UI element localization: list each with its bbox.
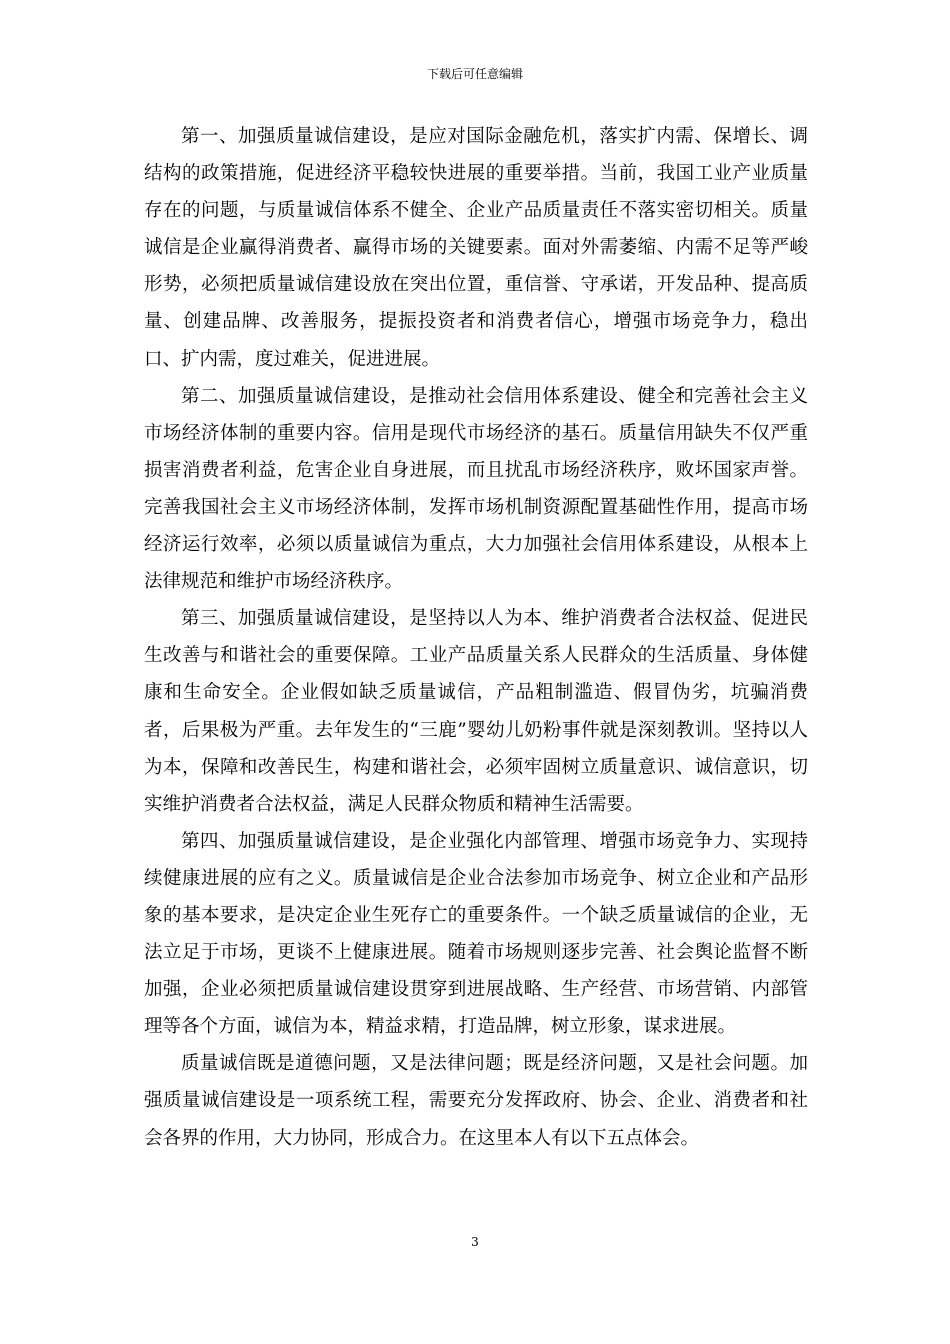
page-number: 3 <box>471 1235 479 1249</box>
paragraph-4: 第四、加强质量诚信建设，是企业强化内部管理、增强市场竞争力、实现持续健康进展的应有之义。质量诚信是企业合法参加市场竞争、树立企业和产品形象的基本要求，是决定企业生死存亡的重要条件。一个缺乏质量诚信的企业，无法立足于市场，更谈不上健康进展。随着市场规则逐步完善、社会舆论监督不断加强，企业必须把质量诚信建设贯穿到进展战略、生产经营、市场营销、内部管理等各个方面，诚信为本，精益求精，打造品牌，树立形象，谋求进展。 <box>144 830 808 1038</box>
paragraph-2: 第二、加强质量诚信建设，是推动社会信用体系建设、健全和完善社会主义市场经济体制的重要内容。信用是现代市场经济的基石。质量信用缺失不仅严重损害消费者利益，危害企业自身进展，而且扰乱市场经济秩序，败坏国家声誉。完善我国社会主义市场经济体制，发挥市场机制资源配置基础性作用，提高市场经济运行效率，必须以质量诚信为重点，大力加强社会信用体系建设，从根本上法律规范和维护市场经济秩序。 <box>144 385 808 593</box>
paragraph-5: 质量诚信既是道德问题，又是法律问题；既是经济问题，又是社会问题。加强质量诚信建设是一项系统工程，需要充分发挥政府、协会、企业、消费者和社会各界的作用，大力协同，形成合力。在这里本人有以下五点体会。 <box>144 1053 808 1149</box>
page-header: 下载后可任意编辑 <box>426 67 523 81</box>
paragraph-3: 第三、加强质量诚信建设，是坚持以人为本、维护消费者合法权益、促进民生改善与和谐社会的重要保障。工业产品质量关系人民群众的生活质量、身体健康和生命安全。企业假如缺乏质量诚信，产品粗制滥造、假冒伪劣，坑骗消费者，后果极为严重。去年发生的“三鹿”婴幼儿奶粉事件就是深刻教训。坚持以人为本，保障和改善民生，构建和谐社会，必须牢固树立质量意识、诚信意识，切实维护消费者合法权益，满足人民群众物质和精神生活需要。 <box>144 608 808 815</box>
paragraph-1: 第一、加强质量诚信建设，是应对国际金融危机，落实扩内需、保增长、调结构的政策措施，促进经济平稳较快进展的重要举措。当前，我国工业产业质量存在的问题，与质量诚信体系不健全、企业产品质量责任不落实密切相关。质量诚信是企业赢得消费者、赢得市场的关键要素。面对外需萎缩、内需不足等严峻形势，必须把质量诚信建设放在突出位置，重信誉、守承诺，开发品种、提高质量、创建品牌、改善服务，提振投资者和消费者信心，增强市场竞争力，稳出口、扩内需，度过难关，促进进展。 <box>144 126 808 370</box>
document-body <box>144 118 808 1157</box>
